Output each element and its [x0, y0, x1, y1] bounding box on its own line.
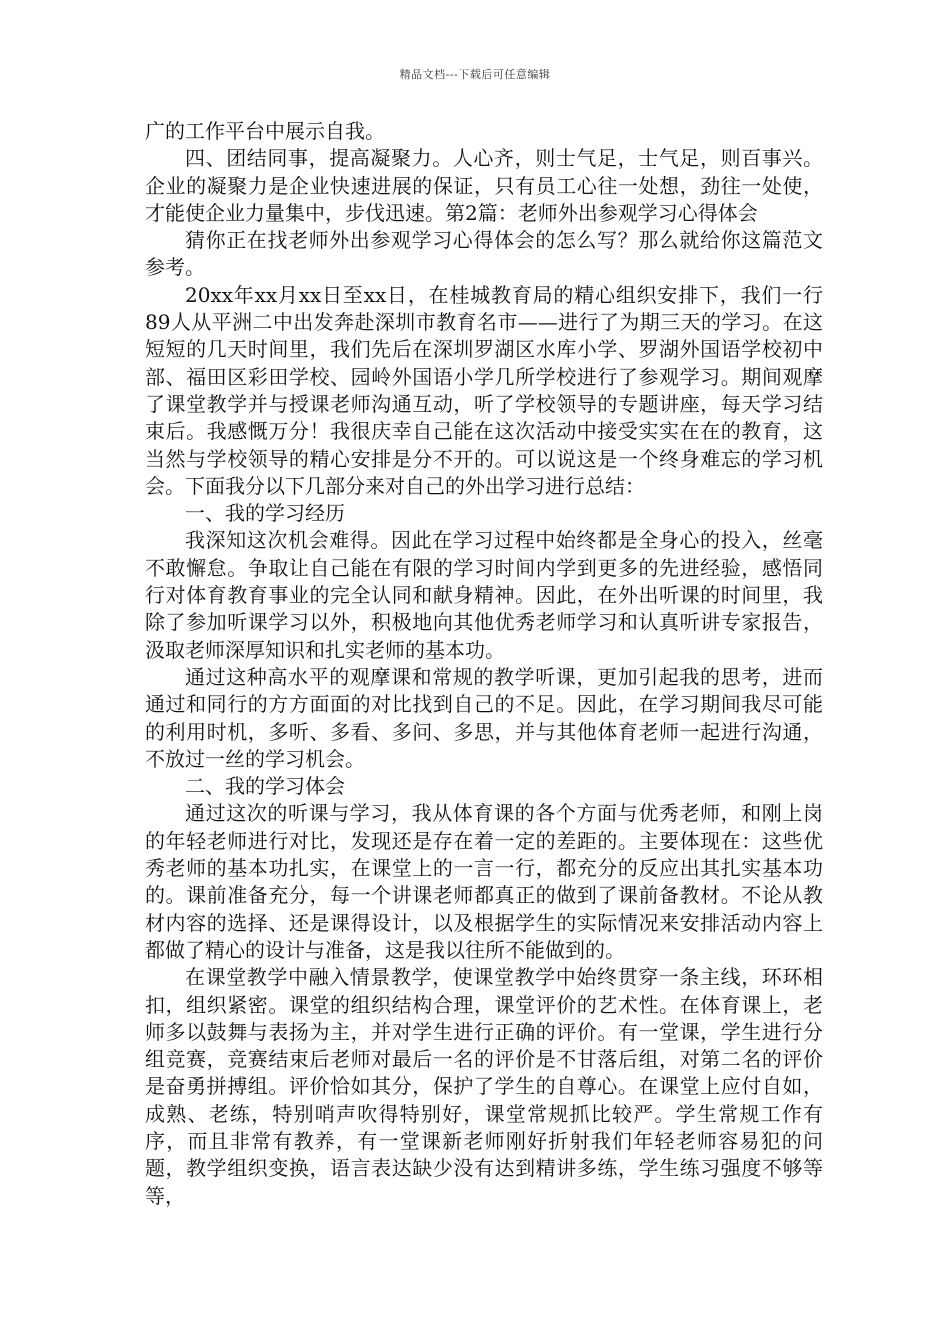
paragraph: 广的工作平台中展示自我。 [145, 119, 385, 143]
paragraph: 猜你正在找老师外出参观学习心得体会的怎么写？那么就给你这篇范文参考。 [145, 228, 823, 280]
paragraph: 在课堂教学中融入情景教学，使课堂教学中始终贯穿一条主线，环环相扣，组织紧密。课堂的组织结构合理，课堂评价的艺术性。在体育课上，老师多以鼓舞与表扬为主，并对学生进行正确的评价。有一堂课，学生进行分组竞赛，竞赛结束后老师对最后一名的评价是不甘落后组，对第二名的评价是奋勇拼搏组。评价恰如其分，保护了学生的自尊心。在课堂上应付自如，成熟、老练，特别哨声吹得特别好，课堂常规抓比较严。学生常规工作有序，而且非常有教养，有一堂课新老师刚好折射我们年轻老师容易犯的问题，教学组织变换，语言表达缺少没有达到精讲多练，学生练习强度不够等等， [145, 965, 823, 1208]
paragraph: 20xx年xx月xx日至xx日，在桂城教育局的精心组织安排下，我们一行89人从平洲二中出发奔赴深圳市教育名市——进行了为期三天的学习。在这短短的几天时间里，我们先后在深圳罗湖区水库小学、罗湖外国语学校初中部、福田区彩田学校、园岭外国语小学几所学校进行了参观学习。期间观摩了课堂教学并与授课老师沟通互动，听了学校领导的专题讲座，每天学习结束后。我感慨万分！我很庆幸自己能在这次活动中接受实实在在的教育，这当然与学校领导的精心安排是分不开的。可以说这是一个终身难忘的学习机会。下面我分以下几部分来对自己的外出学习进行总结： [145, 282, 823, 498]
paragraph: 四、团结同事，提高凝聚力。人心齐，则士气足，士气足，则百事兴。企业的凝聚力是企业快速进展的保证，只有员工心往一处想，劲往一处使，才能使企业力量集中，步伐迅速。第2篇：老师外出参观学习心得体会 [145, 146, 823, 225]
page-header: 精品文档---下载后可任意编辑 [399, 68, 551, 81]
paragraph: 一、我的学习经历 [185, 501, 345, 526]
paragraph: 通过这种高水平的观摩课和常规的教学听课，更加引起我的思考，进而通过和同行的方方面面的对比找到自己的不足。因此，在学习期间我尽可能的利用时机，多听、多看、多问、多思，并与其他体育老师一起进行沟通，不放过一丝的学习机会。 [145, 664, 823, 771]
paragraph: 二、我的学习体会 [185, 774, 345, 799]
paragraph: 通过这次的听课与学习，我从体育课的各个方面与优秀老师，和刚上岗的年轻老师进行对比，发现还是存在着一定的差距的。主要体现在：这些优秀老师的基本功扎实，在课堂上的一言一行，都充分的反应出其扎实基本功的。课前准备充分，每一个讲课老师都真正的做到了课前备教材。不论从教材内容的选择、还是课得设计，以及根据学生的实际情况来安排活动内容上都做了精心的设计与准备，这是我以往所不能做到的。 [145, 801, 823, 962]
document-body [145, 118, 823, 1210]
paragraph: 我深知这次机会难得。因此在学习过程中始终都是全身心的投入，丝毫不敢懈怠。争取让自己能在有限的学习时间内学到更多的先进经验，感悟同行对体育教育事业的完全认同和献身精神。因此，在外出听课的时间里，我除了参加听课学习以外，积极地向其他优秀老师学习和认真听讲专家报告，汲取老师深厚知识和扎实老师的基本功。 [145, 528, 823, 662]
